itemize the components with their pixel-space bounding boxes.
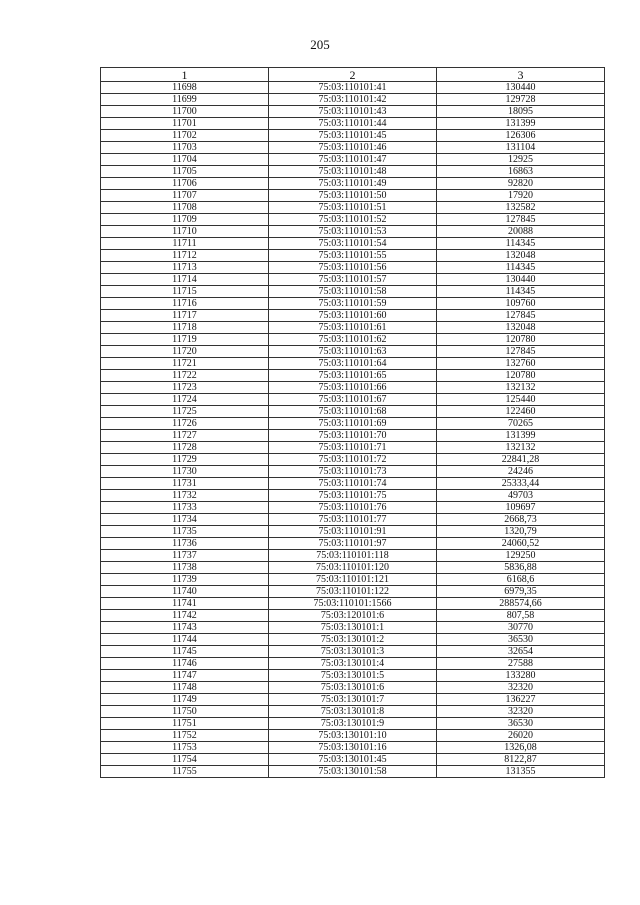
value-cell: 131355 (437, 766, 605, 778)
cadastral-number-cell: 75:03:130101:8 (269, 706, 437, 718)
value-cell: 109697 (437, 502, 605, 514)
cadastral-number-cell: 75:03:130101:5 (269, 670, 437, 682)
value-cell: 12925 (437, 154, 605, 166)
value-cell: 127845 (437, 346, 605, 358)
value-cell: 114345 (437, 262, 605, 274)
value-cell: 32320 (437, 706, 605, 718)
cadastral-number-cell: 75:03:110101:58 (269, 286, 437, 298)
cadastral-number-cell: 75:03:110101:61 (269, 322, 437, 334)
cadastral-number-cell: 75:03:110101:51 (269, 202, 437, 214)
table-row (101, 130, 605, 142)
cadastral-number-cell: 75:03:110101:70 (269, 430, 437, 442)
cadastral-number-cell: 75:03:110101:49 (269, 178, 437, 190)
row-number-cell: 11723 (101, 382, 269, 394)
cadastral-number-cell: 75:03:110101:47 (269, 154, 437, 166)
table-row (101, 742, 605, 754)
value-cell: 288574,66 (437, 598, 605, 610)
cadastral-number-cell: 75:03:110101:52 (269, 214, 437, 226)
table-row (101, 598, 605, 610)
table-row (101, 694, 605, 706)
cadastral-number-cell: 75:03:110101:46 (269, 142, 437, 154)
table-row (101, 166, 605, 178)
cadastral-number-cell: 75:03:110101:43 (269, 106, 437, 118)
value-cell: 30770 (437, 622, 605, 634)
table-row (101, 634, 605, 646)
value-cell: 26020 (437, 730, 605, 742)
table-row (101, 94, 605, 106)
row-number-cell: 11747 (101, 670, 269, 682)
cadastral-number-cell: 75:03:110101:1566 (269, 598, 437, 610)
cadastral-number-cell: 75:03:130101:6 (269, 682, 437, 694)
table-row (101, 670, 605, 682)
row-number-cell: 11704 (101, 154, 269, 166)
cadastral-number-cell: 75:03:130101:9 (269, 718, 437, 730)
row-number-cell: 11752 (101, 730, 269, 742)
row-number-cell: 11736 (101, 538, 269, 550)
row-number-cell: 11709 (101, 214, 269, 226)
value-cell: 125440 (437, 394, 605, 406)
value-cell: 1320,79 (437, 526, 605, 538)
value-cell: 122460 (437, 406, 605, 418)
page-number: 205 (310, 37, 330, 52)
value-cell: 5836,88 (437, 562, 605, 574)
table-row (101, 142, 605, 154)
row-number-cell: 11731 (101, 478, 269, 490)
row-number-cell: 11702 (101, 130, 269, 142)
table-row (101, 190, 605, 202)
cadastral-number-cell: 75:03:110101:91 (269, 526, 437, 538)
value-cell: 18095 (437, 106, 605, 118)
row-number-cell: 11728 (101, 442, 269, 454)
row-number-cell: 11715 (101, 286, 269, 298)
row-number-cell: 11750 (101, 706, 269, 718)
cadastral-number-cell: 75:03:130101:58 (269, 766, 437, 778)
row-number-cell: 11735 (101, 526, 269, 538)
cadastral-number-cell: 75:03:110101:76 (269, 502, 437, 514)
row-number-cell: 11733 (101, 502, 269, 514)
table-row (101, 286, 605, 298)
cadastral-number-cell: 75:03:110101:68 (269, 406, 437, 418)
value-cell: 132760 (437, 358, 605, 370)
row-number-cell: 11743 (101, 622, 269, 634)
value-cell: 24060,52 (437, 538, 605, 550)
value-cell: 131399 (437, 430, 605, 442)
row-number-cell: 11726 (101, 418, 269, 430)
cadastral-number-cell: 75:03:110101:59 (269, 298, 437, 310)
value-cell: 36530 (437, 634, 605, 646)
cadastral-number-cell: 75:03:130101:3 (269, 646, 437, 658)
value-cell: 132132 (437, 382, 605, 394)
cadastral-number-cell: 75:03:110101:69 (269, 418, 437, 430)
table-row (101, 118, 605, 130)
row-number-cell: 11724 (101, 394, 269, 406)
value-cell: 130440 (437, 274, 605, 286)
value-cell: 25333,44 (437, 478, 605, 490)
table-row (101, 478, 605, 490)
table-row (101, 658, 605, 670)
row-number-cell: 11732 (101, 490, 269, 502)
cadastral-number-cell: 75:03:110101:71 (269, 442, 437, 454)
cadastral-number-cell: 75:03:110101:57 (269, 274, 437, 286)
row-number-cell: 11734 (101, 514, 269, 526)
value-cell: 132582 (437, 202, 605, 214)
value-cell: 132132 (437, 442, 605, 454)
table-row (101, 418, 605, 430)
value-cell: 114345 (437, 238, 605, 250)
value-cell: 22841,28 (437, 454, 605, 466)
cadastral-number-cell: 75:03:130101:2 (269, 634, 437, 646)
cadastral-number-cell: 75:03:110101:120 (269, 562, 437, 574)
cadastral-number-cell: 75:03:130101:10 (269, 730, 437, 742)
value-cell: 129728 (437, 94, 605, 106)
value-cell: 17920 (437, 190, 605, 202)
row-number-cell: 11744 (101, 634, 269, 646)
table-row (101, 82, 605, 94)
table-row (101, 610, 605, 622)
row-number-cell: 11703 (101, 142, 269, 154)
value-cell: 114345 (437, 286, 605, 298)
row-number-cell: 11730 (101, 466, 269, 478)
value-cell: 129250 (437, 550, 605, 562)
row-number-cell: 11740 (101, 586, 269, 598)
cadastral-number-cell: 75:03:110101:72 (269, 454, 437, 466)
column-header-2: 2 (269, 68, 437, 82)
table-row (101, 550, 605, 562)
cadastral-number-cell: 75:03:110101:74 (269, 478, 437, 490)
cadastral-number-cell: 75:03:110101:67 (269, 394, 437, 406)
row-number-cell: 11700 (101, 106, 269, 118)
cadastral-number-cell: 75:03:110101:73 (269, 466, 437, 478)
cadastral-number-cell: 75:03:110101:66 (269, 382, 437, 394)
value-cell: 36530 (437, 718, 605, 730)
cadastral-number-cell: 75:03:110101:56 (269, 262, 437, 274)
row-number-cell: 11711 (101, 238, 269, 250)
row-number-cell: 11746 (101, 658, 269, 670)
table-row (101, 382, 605, 394)
value-cell: 126306 (437, 130, 605, 142)
value-cell: 32654 (437, 646, 605, 658)
cadastral-number-cell: 75:03:110101:97 (269, 538, 437, 550)
cadastral-number-cell: 75:03:110101:121 (269, 574, 437, 586)
row-number-cell: 11745 (101, 646, 269, 658)
value-cell: 131399 (437, 118, 605, 130)
table-row (101, 346, 605, 358)
cadastral-number-cell: 75:03:110101:60 (269, 310, 437, 322)
table-row (101, 334, 605, 346)
cadastral-number-cell: 75:03:110101:50 (269, 190, 437, 202)
row-number-cell: 11708 (101, 202, 269, 214)
value-cell: 16863 (437, 166, 605, 178)
table-row (101, 250, 605, 262)
row-number-cell: 11755 (101, 766, 269, 778)
table-row (101, 538, 605, 550)
cadastral-number-cell: 75:03:110101:53 (269, 226, 437, 238)
table-row (101, 238, 605, 250)
table-row (101, 574, 605, 586)
cadastral-number-cell: 75:03:110101:48 (269, 166, 437, 178)
table-row (101, 430, 605, 442)
value-cell: 2668,73 (437, 514, 605, 526)
table-row (101, 322, 605, 334)
row-number-cell: 11714 (101, 274, 269, 286)
table-row (101, 754, 605, 766)
cadastral-number-cell: 75:03:110101:44 (269, 118, 437, 130)
table-row (101, 358, 605, 370)
row-number-cell: 11739 (101, 574, 269, 586)
value-cell: 120780 (437, 370, 605, 382)
row-number-cell: 11722 (101, 370, 269, 382)
row-number-cell: 11717 (101, 310, 269, 322)
table-row (101, 394, 605, 406)
table-row (101, 646, 605, 658)
cadastral-number-cell: 75:03:130101:16 (269, 742, 437, 754)
value-cell: 20088 (437, 226, 605, 238)
cadastral-number-cell: 75:03:110101:45 (269, 130, 437, 142)
cadastral-number-cell: 75:03:110101:64 (269, 358, 437, 370)
header-row (101, 68, 605, 82)
table-row (101, 106, 605, 118)
table-row (101, 682, 605, 694)
value-cell: 136227 (437, 694, 605, 706)
cadastral-number-cell: 75:03:110101:75 (269, 490, 437, 502)
value-cell: 131104 (437, 142, 605, 154)
table-row (101, 766, 605, 778)
row-number-cell: 11751 (101, 718, 269, 730)
value-cell: 120780 (437, 334, 605, 346)
table-row (101, 298, 605, 310)
table-row (101, 214, 605, 226)
value-cell: 127845 (437, 214, 605, 226)
table-row (101, 442, 605, 454)
value-cell: 132048 (437, 322, 605, 334)
table-row (101, 454, 605, 466)
table-row (101, 730, 605, 742)
row-number-cell: 11713 (101, 262, 269, 274)
cadastral-number-cell: 75:03:110101:62 (269, 334, 437, 346)
cadastral-number-cell: 75:03:110101:77 (269, 514, 437, 526)
row-number-cell: 11725 (101, 406, 269, 418)
cadastral-number-cell: 75:03:110101:55 (269, 250, 437, 262)
value-cell: 130440 (437, 82, 605, 94)
table-row (101, 526, 605, 538)
table-row (101, 466, 605, 478)
cadastral-number-cell: 75:03:120101:6 (269, 610, 437, 622)
row-number-cell: 11698 (101, 82, 269, 94)
table-row (101, 502, 605, 514)
row-number-cell: 11707 (101, 190, 269, 202)
row-number-cell: 11705 (101, 166, 269, 178)
value-cell: 92820 (437, 178, 605, 190)
row-number-cell: 11716 (101, 298, 269, 310)
cadastral-number-cell: 75:03:110101:118 (269, 550, 437, 562)
table-row (101, 226, 605, 238)
table-row (101, 490, 605, 502)
table-row (101, 718, 605, 730)
cadastral-number-cell: 75:03:110101:42 (269, 94, 437, 106)
row-number-cell: 11742 (101, 610, 269, 622)
value-cell: 8122,87 (437, 754, 605, 766)
table-body (101, 82, 605, 778)
table-row (101, 154, 605, 166)
table-row (101, 706, 605, 718)
table-row (101, 406, 605, 418)
row-number-cell: 11706 (101, 178, 269, 190)
value-cell: 127845 (437, 310, 605, 322)
row-number-cell: 11729 (101, 454, 269, 466)
row-number-cell: 11719 (101, 334, 269, 346)
row-number-cell: 11718 (101, 322, 269, 334)
row-number-cell: 11749 (101, 694, 269, 706)
table-row (101, 370, 605, 382)
value-cell: 1326,08 (437, 742, 605, 754)
table-row (101, 310, 605, 322)
data-table (100, 67, 605, 778)
table-row (101, 586, 605, 598)
table-row (101, 274, 605, 286)
row-number-cell: 11727 (101, 430, 269, 442)
row-number-cell: 11720 (101, 346, 269, 358)
row-number-cell: 11753 (101, 742, 269, 754)
cadastral-number-cell: 75:03:110101:41 (269, 82, 437, 94)
cadastral-number-cell: 75:03:130101:1 (269, 622, 437, 634)
column-header-1: 1 (101, 68, 269, 82)
row-number-cell: 11701 (101, 118, 269, 130)
value-cell: 807,58 (437, 610, 605, 622)
row-number-cell: 11710 (101, 226, 269, 238)
cadastral-number-cell: 75:03:110101:54 (269, 238, 437, 250)
value-cell: 132048 (437, 250, 605, 262)
value-cell: 6168,6 (437, 574, 605, 586)
row-number-cell: 11712 (101, 250, 269, 262)
row-number-cell: 11754 (101, 754, 269, 766)
value-cell: 27588 (437, 658, 605, 670)
row-number-cell: 11737 (101, 550, 269, 562)
value-cell: 32320 (437, 682, 605, 694)
cadastral-number-cell: 75:03:130101:45 (269, 754, 437, 766)
row-number-cell: 11738 (101, 562, 269, 574)
cadastral-number-cell: 75:03:110101:122 (269, 586, 437, 598)
cadastral-number-cell: 75:03:110101:63 (269, 346, 437, 358)
value-cell: 49703 (437, 490, 605, 502)
cadastral-number-cell: 75:03:130101:7 (269, 694, 437, 706)
table-row (101, 562, 605, 574)
table-row (101, 514, 605, 526)
table-row (101, 262, 605, 274)
value-cell: 24246 (437, 466, 605, 478)
row-number-cell: 11721 (101, 358, 269, 370)
row-number-cell: 11741 (101, 598, 269, 610)
value-cell: 109760 (437, 298, 605, 310)
cadastral-number-cell: 75:03:130101:4 (269, 658, 437, 670)
value-cell: 6979,35 (437, 586, 605, 598)
table-row (101, 202, 605, 214)
cadastral-number-cell: 75:03:110101:65 (269, 370, 437, 382)
table-row (101, 178, 605, 190)
value-cell: 133280 (437, 670, 605, 682)
column-header-3: 3 (437, 68, 605, 82)
row-number-cell: 11699 (101, 94, 269, 106)
row-number-cell: 11748 (101, 682, 269, 694)
value-cell: 70265 (437, 418, 605, 430)
table-row (101, 622, 605, 634)
